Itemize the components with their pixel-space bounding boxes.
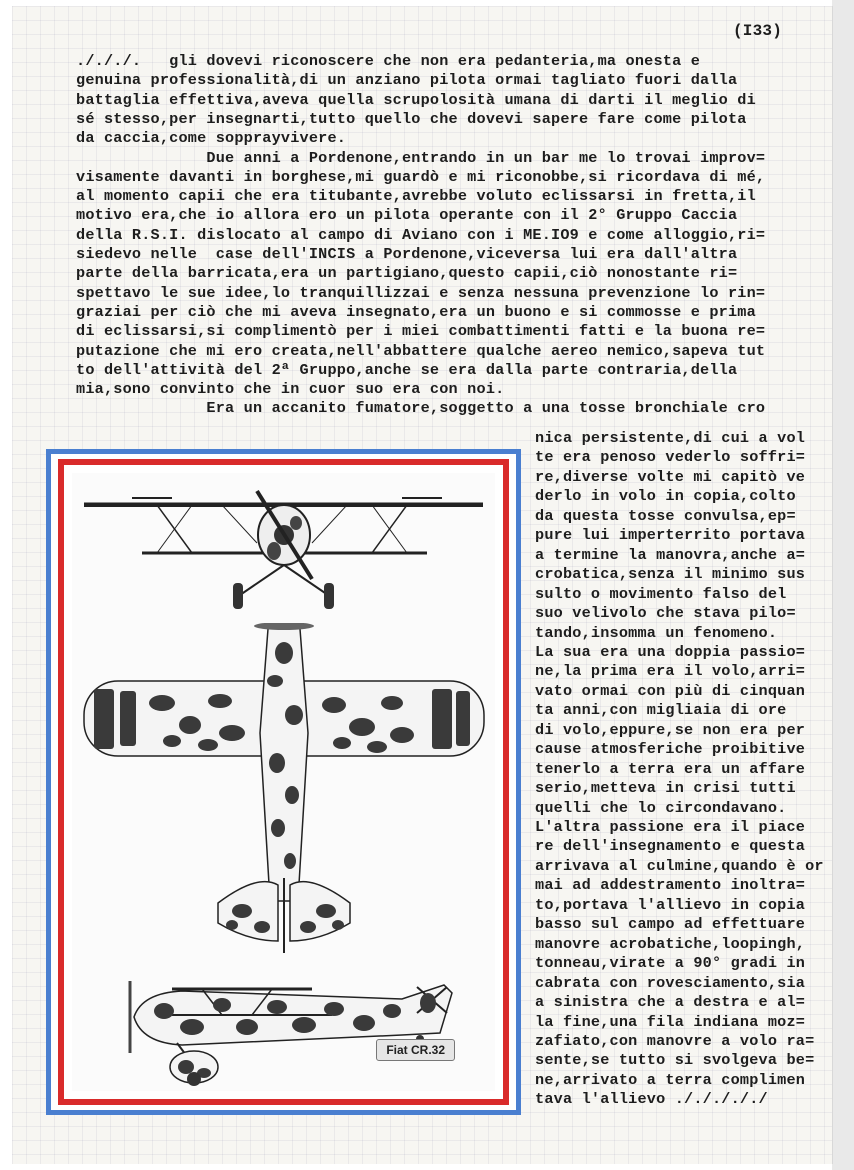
right-text-line: quelli che lo circondavano.: [535, 798, 787, 817]
right-text-line: L'altra passione era il piace: [535, 818, 806, 836]
right-text-line: cabrata con rovesciamento,sia: [535, 973, 806, 992]
text-line: di eclissarsi,si complimentò per i miei combattimenti fatti e la buona re=: [76, 322, 766, 341]
right-text-line: ta anni,con migliaia di ore: [535, 701, 787, 720]
text-line: Era un accanito fumatore,soggetto a una tosse bronchiale cro: [76, 399, 766, 418]
right-text-line: nica persistente,di cui a vol: [535, 429, 806, 447]
text-line: to dell'attività del 2ª Gruppo,anche se era dalla parte contraria,della: [76, 360, 738, 379]
text-line: al momento capii che era titubante,avrebbe voluto eclissarsi in fretta,il: [76, 187, 756, 206]
right-text-line: di volo,eppure,se non era per: [535, 720, 806, 739]
right-text-line: zafiato,con manovre a volo ra=: [535, 1031, 815, 1050]
right-text-line: to,portava l'allievo in copia: [535, 895, 806, 914]
text-line: sé stesso,per insegnarti,tutto quello che dovevi sapere fare come pilota: [76, 109, 747, 128]
right-text-line: ne,arrivato a terra complimen: [535, 1070, 806, 1089]
text-line: visamente davanti in borghese,mi guardò e mi riconobbe,si ricordava di mé,: [76, 167, 766, 186]
text-line: spettavo le sue idee,lo tranquillizzai e senza nessuna prevenzione lo rin=: [76, 283, 766, 302]
page-edge-shadow: [832, 0, 854, 1170]
right-text-line: sente,se tutto si svolgeva be=: [535, 1051, 815, 1070]
text-line: Due anni a Pordenone,entrando in un bar me lo trovai improv=: [76, 148, 766, 167]
text-line: putazione che mi ero creata,nell'abbattere qualche aereo nemico,sapeva tut: [76, 341, 766, 360]
text-line: genuina professionalità,di un anziano pilota ormai tagliato fuori dalla: [76, 71, 738, 90]
text-line: motivo era,che io allora ero un pilota operante con il 2° Gruppo Caccia: [76, 206, 738, 225]
right-text-line: vato ormai con più di cinquan: [535, 681, 806, 700]
right-text-line: tonneau,virate a 90° gradi in: [535, 954, 806, 973]
aircraft-caption: Fiat CR.32: [376, 1039, 455, 1061]
text-line: ./././. gli dovevi riconoscere che non era pedanteria,ma onesta e: [76, 52, 701, 70]
right-text-line: crobatica,senza il minimo sus: [535, 565, 806, 584]
right-text-line: suo velivolo che stava pilo=: [535, 604, 796, 623]
side-view-camouflage: [72, 963, 495, 1093]
right-text-line: re dell'insegnamento e questa: [535, 837, 806, 856]
right-text-line: basso sul campo ad effettuare: [535, 915, 806, 934]
right-text-line: la fine,una fila indiana moz=: [535, 1012, 806, 1031]
right-text-line: mai ad addestramento inoltra=: [535, 876, 806, 895]
text-line: graziai per ciò che mi aveva insegnato,era un buono e si commosse e prima: [76, 302, 756, 321]
right-text-line: sulto o movimento falso del: [535, 584, 787, 603]
top-view-camouflage: [72, 623, 495, 963]
right-text-line: a termine la manovra,anche a=: [535, 545, 806, 564]
right-text-line: manovre acrobatiche,loopingh,: [535, 934, 806, 953]
right-text-line: a sinistra che a destra e al=: [535, 993, 806, 1012]
right-text-line: da questa tosse convulsa,ep=: [535, 506, 796, 525]
text-line: battaglia effettiva,aveva quella scrupolosità umana di darti il meglio di: [76, 90, 756, 109]
right-text-line: derlo in volo in copia,colto: [535, 487, 796, 506]
text-line: della R.S.I. dislocato al campo di Aviano con i ME.IO9 e come alloggio,ri=: [76, 225, 766, 244]
page-number: (I33): [733, 22, 783, 40]
right-text-line: pure lui imperterrito portava: [535, 526, 806, 545]
right-text-line: ne,la prima era il volo,arri=: [535, 662, 806, 681]
illustration-panel: [72, 473, 495, 1091]
aircraft-illustration: [46, 449, 521, 1115]
front-view-biplane: [72, 483, 495, 613]
right-text-line: tava l'allievo ./././././: [535, 1090, 768, 1109]
text-line: mia,sono convinto che in cuor suo era con noi.: [76, 380, 505, 399]
right-text-line: cause atmosferiche proibitive: [535, 740, 806, 759]
text-line: siedevo nelle case dell'INCIS a Pordenone,viceversa lui era dall'altra: [76, 245, 738, 263]
right-text-line: arrivava al culmine,quando è or: [535, 856, 824, 875]
right-text-line: te era penoso vederlo soffri=: [535, 448, 806, 467]
right-text-line: re,diverse volte mi capitò ve: [535, 467, 806, 486]
text-line: da caccia,come sopprayvivere.: [76, 129, 347, 148]
right-text-line: tenerlo a terra era un affare: [535, 759, 806, 778]
text-line: parte della barricata,era un partigiano,questo capii,ciò nonostante ri=: [76, 264, 738, 283]
right-text-line: tando,insomma un fenomeno.: [535, 623, 778, 642]
right-text-line: La sua era una doppia passio=: [535, 642, 806, 661]
right-text-line: serio,metteva in crisi tutti: [535, 779, 796, 798]
